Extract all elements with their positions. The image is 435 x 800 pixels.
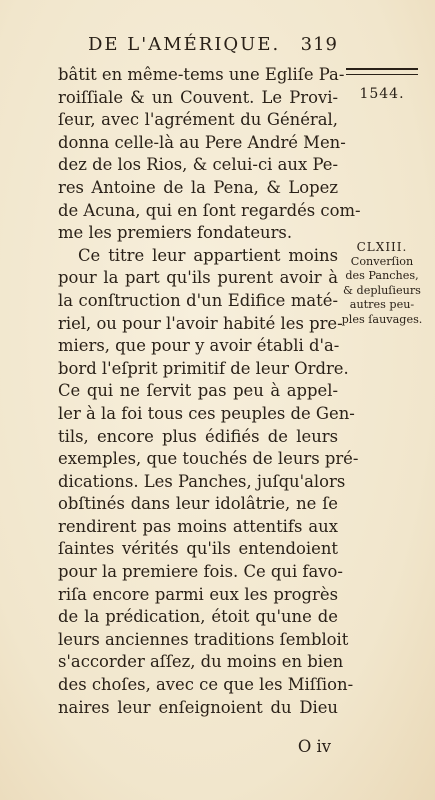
- margin-note-line: des Panches,: [345, 269, 419, 282]
- text-line: res Antoine de la Pena, & Lopez: [58, 177, 338, 197]
- text-line: bord l'eſprit primitif de leur Ordre.: [58, 358, 349, 378]
- page-number: 319: [300, 34, 338, 55]
- margin-note-number: CLXIII.: [356, 240, 408, 254]
- text-line: me les premiers fondateurs.: [58, 223, 293, 243]
- text-line: donna celle-là au Pere André Men-: [58, 132, 346, 152]
- signature-mark: O iv: [297, 737, 331, 756]
- text-line: rendirent pas moins attentifs aux: [58, 516, 338, 536]
- text-line: Ce qui ne ſervit pas peu à appel-: [58, 381, 338, 401]
- text-line: dez de los Rios, & celui-ci aux Pe-: [58, 155, 338, 175]
- text-line: dications. Les Panches, juſqu'alors: [58, 471, 346, 491]
- margin-note-line: & depluſieurs: [343, 283, 421, 297]
- margin-note-line: autres peu-: [349, 298, 415, 311]
- text-line: Ce titre leur appartient moins: [78, 245, 338, 265]
- text-line: leurs anciennes traditions ſembloit: [58, 629, 349, 649]
- margin-note-line: Converſion: [350, 254, 414, 268]
- margin-note-line: ples ſauvages.: [341, 312, 423, 326]
- text-line: riel, ou pour l'avoir habité les pre-: [58, 313, 343, 333]
- margin-rule: [346, 68, 418, 75]
- text-line: la conſtruction d'un Edifice maté-: [58, 290, 338, 310]
- text-line: exemples, que touchés de leurs pré-: [58, 449, 359, 469]
- margin-note: [340, 240, 424, 327]
- text-line: tils, encore plus édifiés de leurs: [58, 426, 338, 446]
- text-line: pour la part qu'ils purent avoir à: [58, 268, 338, 288]
- text-line: obſtinés dans leur idolâtrie, ne ſe: [58, 494, 338, 514]
- text-line: ſeur, avec l'agrément du Général,: [58, 110, 338, 130]
- text-line: ler à la foi tous ces peuples de Gen-: [58, 403, 355, 423]
- body-text: [58, 64, 361, 719]
- text-line: ſaintes vérités qu'ils entendoient: [58, 539, 338, 559]
- margin-year: 1544.: [359, 86, 405, 102]
- text-line: naires leur enſeignoient du Dieu: [58, 697, 338, 717]
- running-title: DE L'AMÉRIQUE.: [88, 34, 281, 55]
- text-line: de la prédication, étoit qu'une de: [58, 607, 338, 627]
- text-line: s'accorder aſſez, du moins en bien: [58, 652, 344, 672]
- text-line: pour la premiere fois. Ce qui favo-: [58, 562, 343, 582]
- text-line: roiſſiale & un Couvent. Le Provi-: [58, 87, 338, 107]
- running-header: [88, 34, 338, 55]
- text-line: des choſes, avec ce que les Miſſion-: [58, 675, 354, 695]
- text-line: de Acuna, qui en ſont regardés com-: [58, 200, 361, 220]
- text-line: bâtit en même-tems une Egliſe Pa-: [58, 65, 345, 84]
- text-line: riſa encore parmi eux les progrès: [58, 584, 338, 604]
- text-line: miers, que pour y avoir établi d'a-: [58, 336, 340, 356]
